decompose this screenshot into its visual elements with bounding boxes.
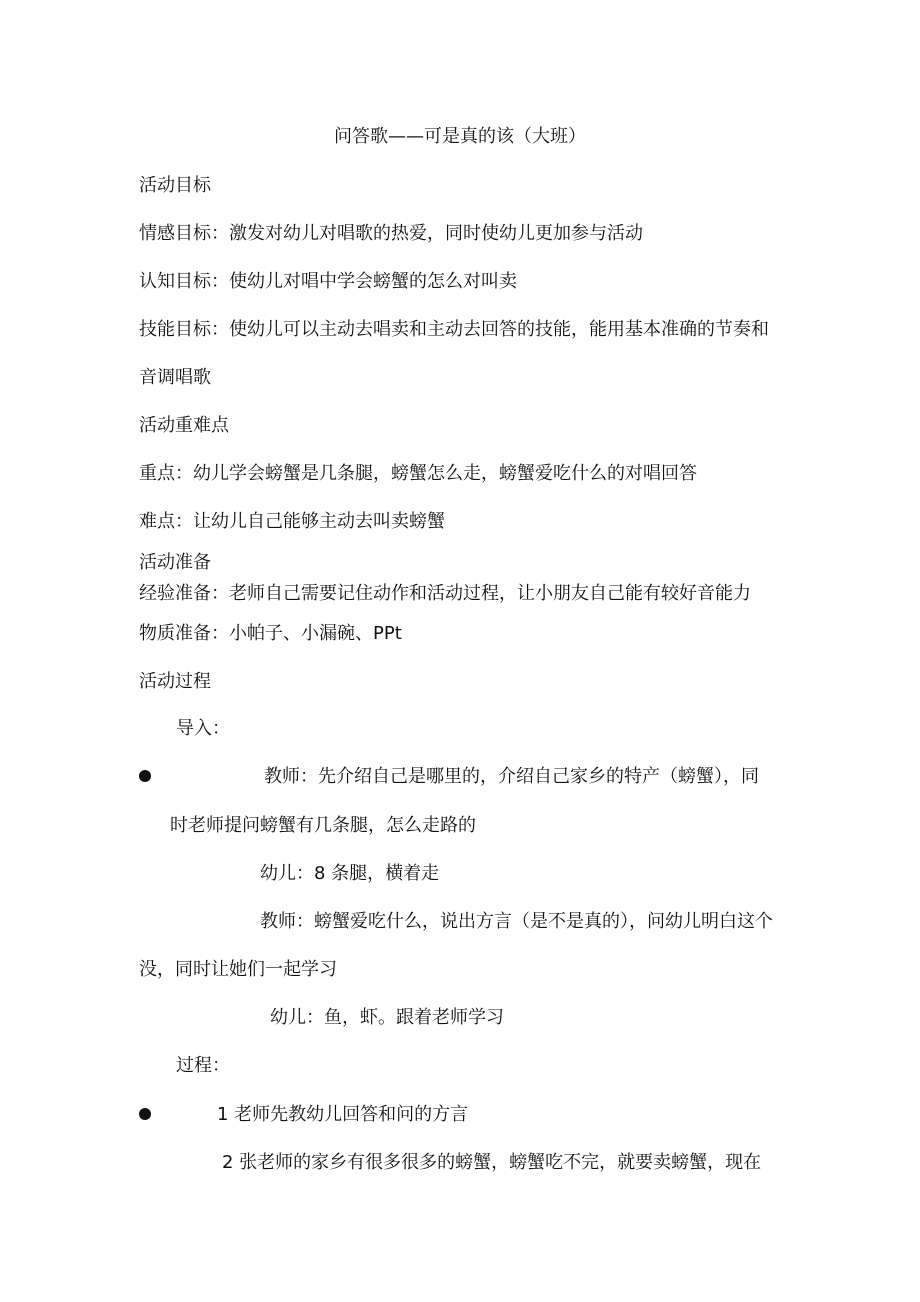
prep-experience: 经验准备：老师自己需要记住动作和活动过程，让小朋友自己能有较好音能力 [139,583,751,604]
section-heading-preparation: 活动准备 [139,552,211,573]
bullet-icon [139,770,151,782]
process-label: 过程： [176,1055,230,1076]
document-title: 问答歌——可是真的该（大班） [334,126,586,147]
section-heading-goals: 活动目标 [139,175,211,196]
goal-emotion: 情感目标：激发对幼儿对唱歌的热爱，同时使幼儿更加参与活动 [139,223,643,244]
goal-skill-line-2: 音调唱歌 [139,367,211,388]
intro-teacher-line-1: 教师：先介绍自己是哪里的，介绍自己家乡的特产（螃蟹），同 [264,766,759,787]
section-heading-process: 活动过程 [139,671,211,692]
intro-teacher-line-2: 教师：螃蟹爱吃什么，说出方言（是不是真的），问幼儿明白这个 [260,911,773,932]
intro-child-line-1: 幼儿：8 条腿，横着走 [260,863,440,884]
goal-cognition: 认知目标：使幼儿对唱中学会螃蟹的怎么对叫卖 [139,271,517,292]
section-heading-key-points: 活动重难点 [139,415,229,436]
process-step-2: 2 张老师的家乡有很多很多的螃蟹，螃蟹吃不完，就要卖螃蟹，现在 [222,1152,762,1173]
goal-skill-line-1: 技能目标：使幼儿可以主动去唱卖和主动去回答的技能，能用基本准确的节奏和 [139,319,769,340]
difficult-point: 难点：让幼儿自己能够主动去叫卖螃蟹 [139,511,445,532]
bullet-icon [139,1108,151,1120]
intro-teacher-line-1b: 时老师提问螃蟹有几条腿，怎么走路的 [170,815,476,836]
key-point: 重点：幼儿学会螃蟹是几条腿，螃蟹怎么走，螃蟹爱吃什么的对唱回答 [139,463,697,484]
intro-label: 导入： [176,718,230,739]
intro-child-line-2: 幼儿：鱼，虾。跟着老师学习 [270,1007,504,1028]
intro-teacher-line-2b: 没，同时让她们一起学习 [139,959,337,980]
prep-material: 物质准备：小帕子、小漏碗、PPt [139,623,402,644]
process-step-1: 1 老师先教幼儿回答和问的方言 [217,1104,469,1125]
